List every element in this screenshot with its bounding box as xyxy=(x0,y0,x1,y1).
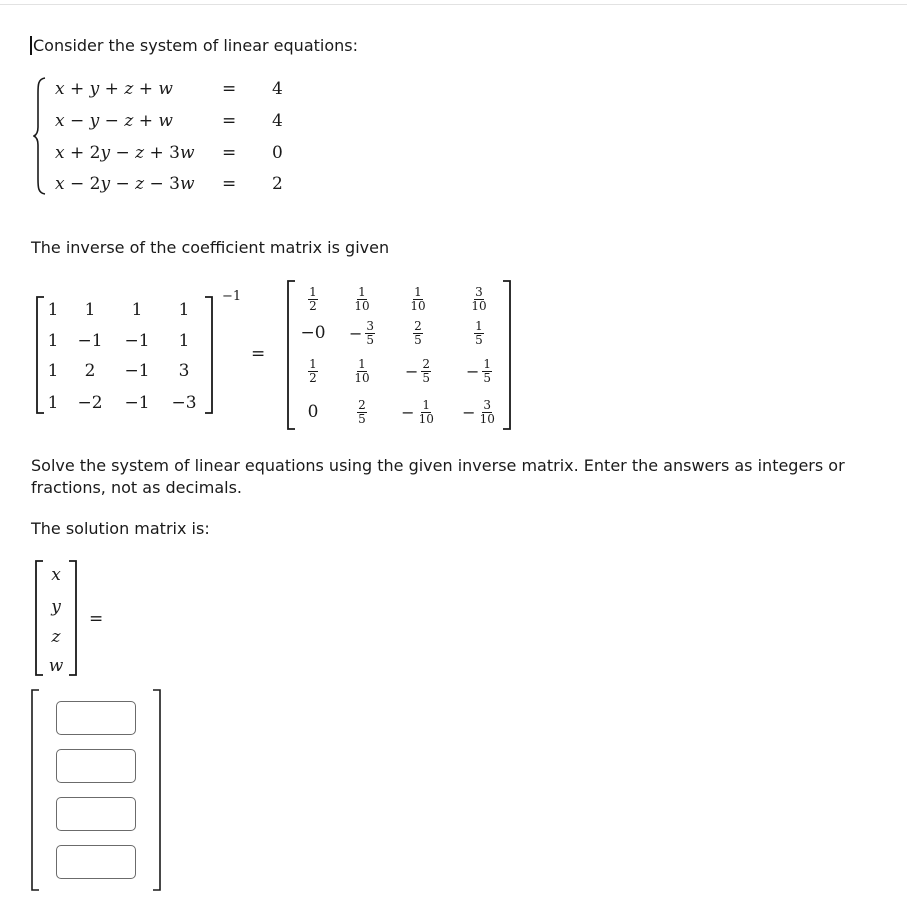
var-x: x xyxy=(51,565,61,585)
eq3-op: + 3 xyxy=(144,143,180,163)
eq3-term-z: z xyxy=(135,143,145,163)
eq1-equals: = xyxy=(222,79,237,99)
fraction-denominator: 10 xyxy=(410,298,426,313)
eq1-term-z: z xyxy=(124,79,134,99)
answer-right-bracket xyxy=(152,689,162,891)
coef-cell: 1 xyxy=(47,300,59,320)
coef-right-bracket xyxy=(204,296,214,414)
inverse-cell-sign: − xyxy=(404,361,419,381)
answer-input-w[interactable] xyxy=(56,845,136,879)
fraction-numerator: 1 xyxy=(475,318,483,333)
answer-input-x[interactable] xyxy=(56,701,136,735)
fraction xyxy=(308,358,318,385)
eq4-rhs: 2 xyxy=(272,174,283,194)
inverse-cell xyxy=(449,398,509,426)
fraction xyxy=(308,286,318,313)
coef-cell: 3 xyxy=(178,361,190,381)
eq2-op: − xyxy=(64,111,90,131)
coef-cell: −1 xyxy=(124,361,150,381)
fraction-numerator: 1 xyxy=(309,356,317,371)
equation-row-3 xyxy=(55,141,195,165)
fraction-numerator: 1 xyxy=(309,284,317,299)
inverse-cell-sign: − xyxy=(348,323,363,343)
left-brace xyxy=(33,77,47,195)
eq4-op: − 2 xyxy=(64,174,101,194)
eq4-term-y: y xyxy=(100,174,111,194)
fraction-numerator: 3 xyxy=(475,284,483,299)
fraction-denominator: 5 xyxy=(483,370,492,385)
eq4-equals: = xyxy=(222,174,237,194)
coef-cell: −2 xyxy=(77,393,103,413)
coef-cell: 1 xyxy=(47,393,59,413)
coef-cell: 1 xyxy=(47,361,59,381)
coef-cell: 1 xyxy=(178,300,190,320)
inverse-cell xyxy=(449,285,509,313)
coef-cell: 1 xyxy=(131,300,143,320)
fraction-denominator: 2 xyxy=(309,298,317,313)
fraction xyxy=(418,399,435,426)
inverse-cell xyxy=(388,319,448,347)
eq2-op: + xyxy=(133,111,159,131)
fraction-numerator: 2 xyxy=(422,356,431,371)
inverse-cell-value: 0 xyxy=(307,402,319,422)
fraction xyxy=(470,286,487,313)
coef-cell: −1 xyxy=(124,331,150,351)
eq1-op: + xyxy=(133,79,159,99)
fraction-denominator: 10 xyxy=(471,298,487,313)
fraction-numerator: 2 xyxy=(358,397,366,412)
eq4-op: − xyxy=(110,174,136,194)
answer-input-z[interactable] xyxy=(56,797,136,831)
fraction-numerator: 1 xyxy=(358,284,366,299)
fraction xyxy=(353,286,370,313)
eq1-term-w: w xyxy=(158,79,173,99)
solution-label: The solution matrix is: xyxy=(31,519,210,538)
eq2-term-y: y xyxy=(89,111,100,131)
text-cursor xyxy=(30,36,32,55)
equation-row-4 xyxy=(55,172,195,196)
eq1-term-x: x xyxy=(55,79,65,99)
inverse-cell xyxy=(449,357,509,385)
fraction-denominator: 5 xyxy=(358,411,366,426)
coef-cell: 1 xyxy=(84,300,96,320)
fraction xyxy=(413,320,423,347)
eq4-term-z: z xyxy=(135,174,145,194)
fraction-numerator: 2 xyxy=(414,318,422,333)
coef-cell: 1 xyxy=(178,331,190,351)
equation-row-2 xyxy=(55,109,173,133)
fraction xyxy=(482,358,492,385)
coef-cell: 2 xyxy=(84,361,96,381)
eq1-rhs: 4 xyxy=(272,79,283,99)
coef-cell: −1 xyxy=(124,393,150,413)
inverse-cell-sign: − xyxy=(401,402,415,422)
fraction xyxy=(479,399,496,426)
var-w: w xyxy=(48,656,64,676)
fraction-denominator: 5 xyxy=(422,370,431,385)
fraction xyxy=(365,320,375,347)
inverse-cell xyxy=(388,285,448,313)
eq1-term-y: y xyxy=(89,79,100,99)
inverse-cell xyxy=(332,285,392,313)
eq4-term-x: x xyxy=(55,174,65,194)
eq2-equals: = xyxy=(222,111,237,131)
solution-equals: = xyxy=(89,609,104,629)
fraction-numerator: 3 xyxy=(483,397,492,412)
coef-cell: −3 xyxy=(171,393,197,413)
inverse-cell xyxy=(332,319,392,347)
fraction xyxy=(409,286,426,313)
eq2-term-w: w xyxy=(158,111,173,131)
coef-cell: 1 xyxy=(47,331,59,351)
matrix-equals: = xyxy=(251,344,266,364)
eq4-op: − 3 xyxy=(144,174,180,194)
eq3-op: + 2 xyxy=(64,143,101,163)
fraction-denominator: 10 xyxy=(354,298,370,313)
inverse-exponent: −1 xyxy=(222,289,242,304)
fraction-denominator: 10 xyxy=(418,411,434,426)
fraction-denominator: 10 xyxy=(479,411,495,426)
eq2-term-z: z xyxy=(124,111,134,131)
fraction xyxy=(353,358,370,385)
inverse-cell-sign: − xyxy=(462,402,476,422)
inverse-cell xyxy=(388,357,448,385)
fraction-denominator: 5 xyxy=(366,332,375,347)
inverse-cell xyxy=(449,319,509,347)
fraction xyxy=(474,320,484,347)
inverse-label: The inverse of the coefficient matrix is given xyxy=(31,238,390,257)
fraction xyxy=(357,399,367,426)
inverse-cell xyxy=(332,357,392,385)
eq1-op: + xyxy=(64,79,90,99)
answer-left-bracket xyxy=(30,689,40,891)
answer-input-y[interactable] xyxy=(56,749,136,783)
instructions-text: Solve the system of linear equations using the given inverse matrix. Enter the answers as integers or fractions, not as decimals. xyxy=(31,456,845,497)
eq1-op: + xyxy=(99,79,125,99)
fraction-denominator: 10 xyxy=(354,370,370,385)
fraction-numerator: 1 xyxy=(483,356,492,371)
eq3-term-x: x xyxy=(55,143,65,163)
intro-text: Consider the system of linear equations: xyxy=(33,36,358,55)
coef-cell: −1 xyxy=(77,331,103,351)
equation-row-1 xyxy=(55,77,173,101)
eq3-rhs: 0 xyxy=(272,143,283,163)
fraction-numerator: 3 xyxy=(366,318,375,333)
inverse-cell xyxy=(388,398,448,426)
inverse-cell-value: −0 xyxy=(300,323,326,343)
inverse-cell-sign: − xyxy=(465,361,480,381)
top-divider xyxy=(0,4,907,5)
fraction-numerator: 1 xyxy=(422,397,431,412)
eq2-op: − xyxy=(99,111,125,131)
eq2-rhs: 4 xyxy=(272,111,283,131)
inverse-cell xyxy=(332,398,392,426)
var-y: y xyxy=(51,597,61,617)
fraction-numerator: 1 xyxy=(358,356,366,371)
eq4-term-w: w xyxy=(179,174,195,194)
eq3-term-y: y xyxy=(100,143,111,163)
eq3-op: − xyxy=(110,143,136,163)
fraction-denominator: 2 xyxy=(309,370,317,385)
eq3-equals: = xyxy=(222,143,237,163)
fraction-numerator: 1 xyxy=(414,284,422,299)
eq3-term-w: w xyxy=(179,143,195,163)
var-z: z xyxy=(51,627,61,647)
fraction-denominator: 5 xyxy=(414,332,422,347)
fraction xyxy=(421,358,431,385)
eq2-term-x: x xyxy=(55,111,65,131)
fraction-denominator: 5 xyxy=(475,332,483,347)
